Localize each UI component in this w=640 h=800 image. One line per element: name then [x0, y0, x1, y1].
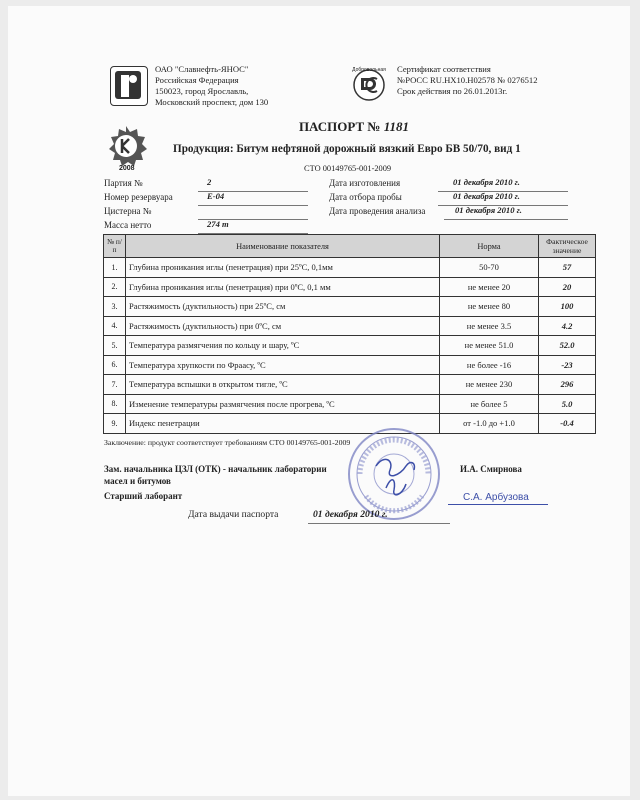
senior-lab-title: Старший лаборант — [104, 491, 183, 501]
company-line: Российская Федерация — [155, 75, 239, 85]
passport-number: 1181 — [383, 119, 410, 134]
head-title-line: масел и битумов — [104, 476, 171, 486]
sampling-date-label: Дата отбора пробы — [329, 192, 402, 202]
row-number: 8. — [104, 394, 126, 414]
row-norm: не менее 80 — [440, 297, 539, 317]
row-indicator: Растяжимость (дуктильность) при 25ºС, см — [126, 297, 440, 317]
page-title — [8, 119, 630, 135]
row-number: 4. — [104, 316, 126, 336]
results-table — [103, 234, 596, 434]
row-number: 6. — [104, 355, 126, 375]
company-block — [155, 64, 268, 108]
table-row — [104, 258, 596, 278]
manufacture-date-label: Дата изготовления — [329, 178, 401, 188]
row-norm: не менее 230 — [440, 375, 539, 395]
row-indicator: Температура хрупкости по Фраасу, ºС — [126, 355, 440, 375]
table-row — [104, 355, 596, 375]
issue-date-value: 01 декабря 2010 г. — [313, 509, 388, 520]
head-title-line: Зам. начальника ЦЗЛ (ОТК) - начальник лаборатории — [104, 464, 327, 474]
row-indicator: Изменение температуры размягчения после прогрева, ºС — [126, 394, 440, 414]
row-number: 2. — [104, 277, 126, 297]
row-number: 7. — [104, 375, 126, 395]
row-actual: 52.0 — [539, 336, 596, 356]
certificate-line: Срок действия по 26.01.2013г. — [397, 86, 508, 96]
company-line: ОАО "Славнефть-ЯНОС" — [155, 64, 249, 74]
row-actual: 4.2 — [539, 316, 596, 336]
row-indicator: Глубина проникания иглы (пенетрация) при 25ºС, 0,1мм — [126, 258, 440, 278]
head-title — [104, 463, 327, 487]
row-norm: от -1.0 до +1.0 — [440, 414, 539, 434]
row-actual: -23 — [539, 355, 596, 375]
row-indicator: Растяжимость (дуктильность) при 0ºС, см — [126, 316, 440, 336]
row-norm: 50-70 — [440, 258, 539, 278]
issue-date-label: Дата выдачи паспорта — [188, 509, 279, 520]
row-actual: 100 — [539, 297, 596, 317]
row-indicator: Индекс пенетрации — [126, 414, 440, 434]
row-norm: не менее 3.5 — [440, 316, 539, 336]
header-norm: Норма — [440, 235, 539, 258]
table-row — [104, 277, 596, 297]
header-actual: Фактическое значение — [539, 235, 596, 258]
row-norm: не более -16 — [440, 355, 539, 375]
row-number: 9. — [104, 414, 126, 434]
row-actual: -0.4 — [539, 414, 596, 434]
row-norm: не менее 51.0 — [440, 336, 539, 356]
row-actual: 20 — [539, 277, 596, 297]
table-row — [104, 375, 596, 395]
certificate-line: №РОСС RU.HX10.H02578 № 0276512 — [397, 75, 538, 85]
row-number: 3. — [104, 297, 126, 317]
year-label: 2008 — [119, 165, 135, 172]
certificate-block — [397, 64, 538, 97]
cert-logo-text: Добровольная — [352, 67, 386, 73]
company-line: Московский проспект, дом 130 — [155, 97, 269, 107]
conclusion-note: Заключение: продукт соответствует требованиям СТО 00149765-001-2009 — [104, 438, 351, 447]
sampling-date-value: 01 декабря 2010 г. — [453, 191, 520, 201]
company-logo-icon — [110, 66, 148, 106]
row-indicator: Глубина проникания иглы (пенетрация) при 0ºС, 0,1 мм — [126, 277, 440, 297]
table-header-row — [104, 235, 596, 258]
table-row — [104, 316, 596, 336]
product-name: Продукция: Битум нефтяной дорожный вязкий Евро БВ 50/70, вид 1 — [173, 143, 521, 155]
row-number: 5. — [104, 336, 126, 356]
passport-sheet — [8, 6, 630, 796]
net-mass-label: Масса нетто — [104, 220, 152, 230]
analysis-date-value: 01 декабря 2010 г. — [455, 205, 522, 215]
row-number: 1. — [104, 258, 126, 278]
head-name: И.А. Смирнова — [460, 464, 522, 474]
row-actual: 5.0 — [539, 394, 596, 414]
row-indicator: Температура вспышки в открытом тигле, ºС — [126, 375, 440, 395]
certificate-line: Сертификат соответствия — [397, 64, 491, 74]
header-number: № п/п — [104, 235, 126, 258]
row-actual: 296 — [539, 375, 596, 395]
row-actual: 57 — [539, 258, 596, 278]
header-indicator: Наименование показателя — [126, 235, 440, 258]
standard-code: СТО 00149765-001-2009 — [304, 164, 392, 173]
tank-value: E-04 — [207, 191, 225, 201]
certification-mark-icon — [349, 64, 389, 104]
table-row — [104, 336, 596, 356]
official-stamp-icon — [346, 426, 442, 522]
row-norm: не менее 20 — [440, 277, 539, 297]
batch-value: 2 — [207, 177, 212, 187]
cistern-label: Цистерна № — [104, 206, 152, 216]
tank-label: Номер резервуара — [104, 192, 173, 202]
net-mass-value: 274 т — [207, 219, 229, 229]
row-indicator: Температура размягчения по кольцу и шару, ºС — [126, 336, 440, 356]
title-prefix: ПАСПОРТ № — [298, 119, 381, 134]
manufacture-date-value: 01 декабря 2010 г. — [453, 177, 520, 187]
row-norm: не более 5 — [440, 394, 539, 414]
company-line: 150023, город Ярославль, — [155, 86, 249, 96]
batch-label: Партия № — [104, 178, 143, 188]
table-row — [104, 297, 596, 317]
table-row — [104, 394, 596, 414]
analysis-date-label: Дата проведения анализа — [329, 206, 426, 216]
senior-lab-name: С.А. Арбузова — [463, 492, 529, 503]
